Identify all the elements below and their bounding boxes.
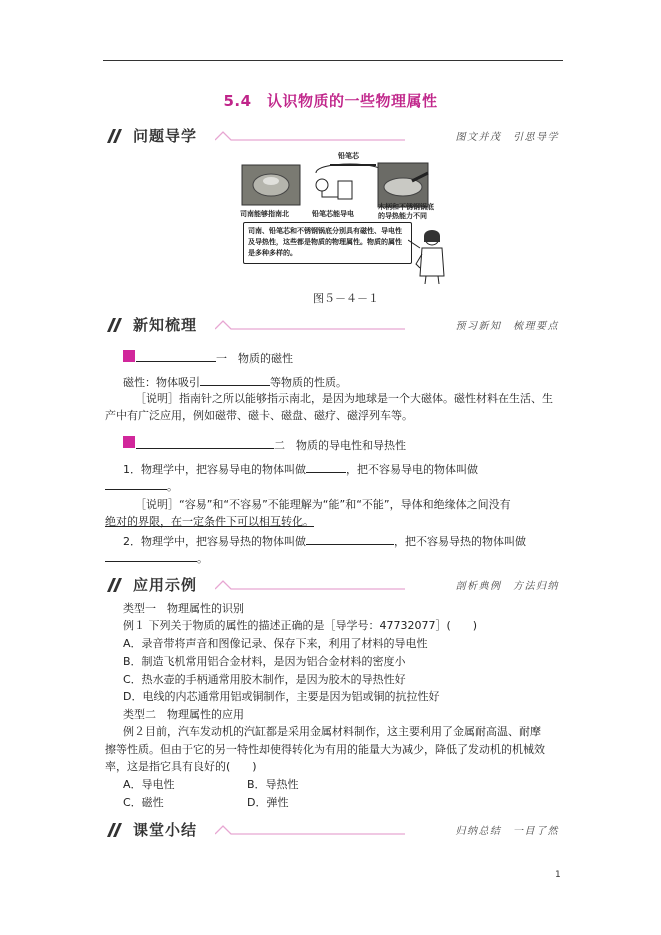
section-title: 新知梳理: [133, 316, 198, 334]
type1-heading: 类型一 物理属性的识别: [123, 602, 244, 615]
question2-line1: 2．物理学中，把容易导热的物体叫做 ，把不容易导热的物体叫做: [123, 535, 526, 548]
section-subtitle: 归纳总结 一目了然: [455, 826, 559, 837]
point1-heading: 一 物质的磁性: [136, 350, 293, 367]
fill-blank: [200, 374, 270, 386]
decorative-swoosh: [215, 319, 415, 333]
explain1-line1: ［说明］指南针之所以能够指示南北，是因为地球是一个大磁体。磁性材料在生活、生: [135, 392, 553, 405]
figure-label-compass: 司南能够指南北: [240, 210, 289, 218]
explain2-line2: 绝对的界限，在一定条件下可以相互转化。: [105, 515, 314, 528]
example1-question: 例１ 下列关于物质的属性的描述正确的是［导学号：47732077］( ): [123, 619, 478, 632]
question2-line2: 。: [105, 550, 208, 567]
point-marker: [123, 436, 135, 448]
figure-label-pencil: 铅笔芯: [338, 152, 359, 160]
section-title: 应用示例: [133, 576, 198, 594]
slash-bars-icon: [105, 576, 127, 594]
section-title: 问题导学: [133, 127, 198, 145]
section-title: 课堂小结: [133, 821, 198, 839]
point-marker: [123, 350, 135, 362]
decorative-swoosh: [215, 579, 415, 593]
page-title: 5.4 认识物质的一些物理属性: [223, 92, 438, 110]
speech-bubble: [243, 222, 412, 264]
teacher-figure-icon: [408, 226, 448, 286]
type2-heading: 类型二 物理属性的应用: [123, 708, 244, 721]
section-header-problem-guide: [103, 124, 563, 148]
example1-option-d: D．电线的内芯通常用铝或铜制作，主要是因为铝或铜的抗拉性好: [123, 690, 440, 703]
speech-text: 司南、铅笔芯和不锈钢锅底分别具有磁性、导电性及导热性，这些都是物质的物理属性。物质的属性是多种多样的。: [248, 227, 402, 257]
fill-blank: [105, 550, 197, 562]
decorative-swoosh: [215, 130, 415, 144]
fill-blank: [306, 533, 394, 545]
point2-heading: 二 物质的导电性和导热性: [136, 437, 406, 454]
example2-option-d: D．弹性: [247, 796, 289, 809]
figure-label-pot: 木柄和不锈钢锅底的导热能力不同: [378, 203, 434, 220]
section-subtitle: 剖析典例 方法归纳: [455, 581, 559, 592]
example2-line1: 例２目前，汽车发动机的汽缸都是采用金属材料制作，这主要利用了金属耐高温、耐摩: [123, 725, 541, 738]
slash-bars-icon: [105, 127, 127, 145]
explain1-line2: 产中有广泛应用，例如磁带、磁卡、磁盘、磁疗、磁浮列车等。: [105, 409, 413, 422]
example2-line2: 擦等性质。但由于它的另一特性却使得转化为有用的能量大为减少，降低了发动机的机械效: [105, 743, 545, 756]
section-header-examples: [103, 573, 563, 597]
fill-blank: [136, 350, 216, 362]
header-rule: [103, 60, 563, 61]
example2-line3: 率，这是指它具有良好的( ): [105, 760, 257, 773]
figure-caption: 图５－４－１: [313, 292, 379, 305]
section-subtitle: 预习新知 梳理要点: [455, 321, 559, 332]
decorative-swoosh: [215, 824, 415, 838]
example2-option-b: B．导热性: [247, 778, 299, 791]
slash-bars-icon: [105, 821, 127, 839]
example2-option-c: C．磁性: [123, 796, 164, 809]
section-subtitle: 图文并茂 引思导学: [455, 132, 559, 143]
fill-blank: [105, 478, 167, 490]
fill-blank: [136, 437, 274, 449]
explain2-line1: ［说明］“容易”和“不容易”不能理解为“能”和“不能”，导体和绝缘体之间没有: [135, 498, 511, 511]
figure-illustration: [240, 159, 430, 209]
figure-label-circuit: 铅笔芯能导电: [312, 210, 354, 218]
section-header-new-knowledge: [103, 313, 563, 337]
example1-option-c: C．热水壶的手柄通常用胶木制作，是因为胶木的导热性好: [123, 673, 406, 686]
example1-option-a: A．录音带将声音和图像记录、保存下来，利用了材料的导电性: [123, 637, 428, 650]
example1-option-b: B．制造飞机常用铝合金材料，是因为铝合金材料的密度小: [123, 655, 406, 668]
slash-bars-icon: [105, 316, 127, 334]
magnetism-definition: 磁性：物体吸引 等物质的性质。: [123, 376, 347, 389]
fill-blank: [306, 461, 346, 473]
question1-line1: 1．物理学中，把容易导电的物体叫做 ，把不容易导电的物体叫做: [123, 463, 478, 476]
question1-line2: 。: [105, 478, 178, 495]
page-number: 1: [555, 870, 561, 880]
example2-option-a: A．导电性: [123, 778, 175, 791]
section-header-summary: [103, 818, 563, 842]
